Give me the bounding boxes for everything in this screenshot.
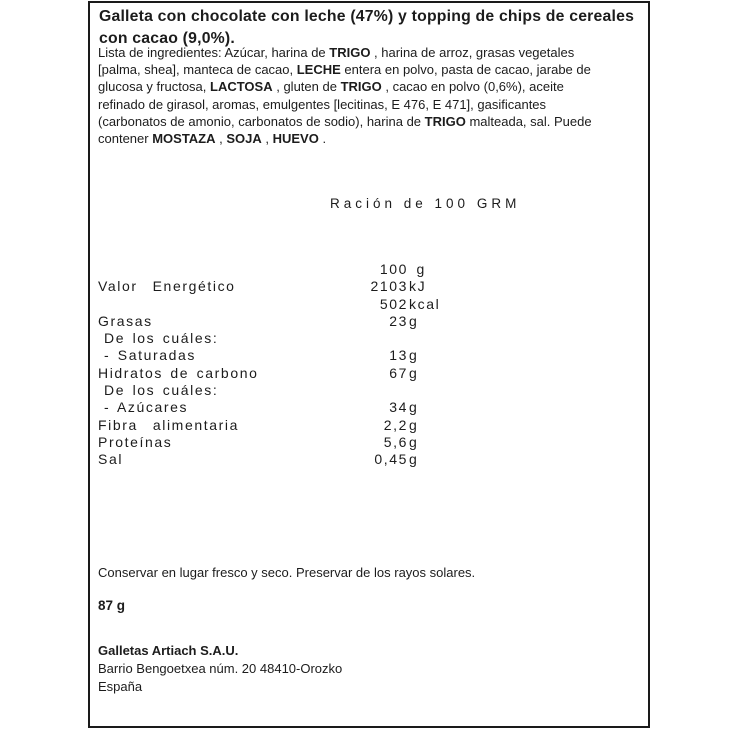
net-weight: 87 g (98, 598, 126, 613)
nutrient-label: Proteínas (98, 433, 173, 450)
nutrient-unit: kcal (409, 295, 441, 312)
nutrient-value: 13 (389, 347, 408, 364)
nutrition-rows (98, 278, 640, 468)
nutrient-unit: g (409, 347, 419, 364)
serving-size-line: Ración de 100 GRM (330, 196, 521, 211)
manufacturer-name: Galletas Artiach S.A.U. (98, 643, 239, 658)
product-title: Galleta con chocolate con leche (47%) y topping de chips de cereales con cacao (9,0%). (99, 8, 635, 47)
nutrient-label: De los cuáles: (104, 382, 219, 399)
manufacturer-block (98, 642, 342, 696)
nutrient-label: Fibra alimentaria (98, 416, 239, 433)
nutrient-label: Hidratos de carbono (98, 364, 259, 381)
column-header-value: 100 (379, 261, 408, 277)
nutrition-row (98, 347, 640, 364)
nutrient-value: 23 (389, 312, 408, 329)
nutrient-value: 502 (379, 295, 408, 312)
nutrient-unit: g (409, 451, 419, 468)
nutrition-row (98, 434, 640, 451)
nutrition-column-header (98, 261, 640, 278)
nutrient-label: Sal (98, 451, 124, 468)
nutrient-value: 2,2 (383, 416, 408, 433)
nutrition-row (98, 417, 640, 434)
nutrient-unit: g (409, 364, 419, 381)
nutrient-value: 5,6 (383, 433, 408, 450)
storage-instructions: Conservar en lugar fresco y seco. Preservar de los rayos solares. (98, 565, 476, 580)
nutrition-row (98, 278, 640, 295)
manufacturer-country: España (98, 679, 143, 694)
nutrient-unit: g (409, 399, 419, 416)
nutrition-row (98, 313, 640, 330)
nutrition-row (98, 451, 640, 468)
nutrient-label: - Saturadas (104, 347, 196, 364)
nutrient-unit: g (409, 433, 419, 450)
column-header-unit: g (409, 261, 426, 277)
nutrient-label: De los cuáles: (104, 330, 219, 347)
nutrient-label: Valor Energético (98, 278, 236, 295)
nutrient-label: Grasas (98, 312, 153, 329)
nutrition-table (98, 261, 640, 469)
nutrient-value: 0,45 (374, 451, 408, 468)
ingredients-paragraph: Lista de ingredientes: Azúcar, harina de TRIGO , harina de arroz, grasas vegetales [palma, shea], manteca de cacao, LECHE entera en polvo, pasta de cacao, jarabe de glucosa y fructosa, LACTOSA , gluten de TRIGO , cacao en polvo (0,6%), aceite refinado de girasol, aromas, emulgentes [lecitinas, E 476, E 471], gasificantes (carbonatos de amonio, carbonatos de sodio), harina de TRIGO malteada, sal. Puede contener MOSTAZA , SOJA , HUEVO . (98, 45, 592, 147)
nutrition-row (98, 330, 640, 347)
nutrient-value: 2103 (370, 278, 408, 295)
manufacturer-address: Barrio Bengoetxea núm. 20 48410-Orozko (98, 661, 343, 676)
nutrient-unit: g (409, 416, 419, 433)
nutrient-unit: kJ (409, 278, 427, 295)
nutrient-value: 34 (389, 399, 408, 416)
nutrient-unit: g (409, 312, 419, 329)
nutrition-row (98, 365, 640, 382)
nutrient-label: - Azúcares (104, 399, 189, 416)
nutrition-row (98, 382, 640, 399)
nutrition-row (98, 399, 640, 416)
product-label-box (88, 1, 650, 728)
nutrient-value: 67 (389, 364, 408, 381)
nutrition-row (98, 296, 640, 313)
